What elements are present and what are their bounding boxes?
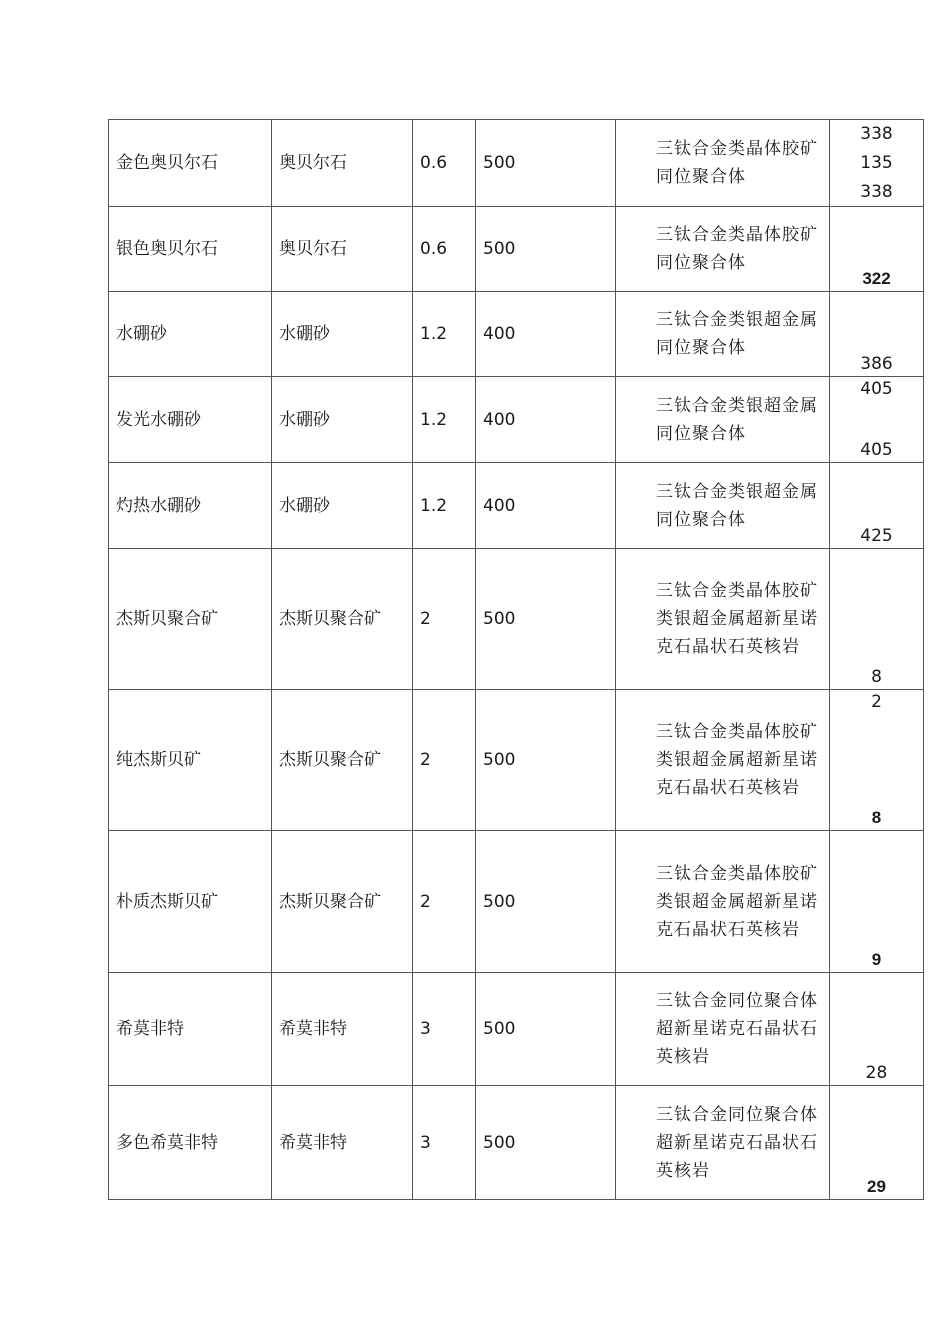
ore-batch-cell: 500 [476,120,616,207]
number-value: 322 [862,269,891,288]
ore-batch-cell: 500 [476,690,616,831]
number-value: 9 [871,950,882,969]
ore-name-cell: 多色希莫非特 [109,1086,272,1200]
ore-volume-cell: 3 [413,973,476,1086]
ore-number-cell [830,973,924,1086]
ore-name-cell: 灼热水硼砂 [109,463,272,549]
ore-name-cell: 金色奥贝尔石 [109,120,272,207]
ore-batch-cell: 500 [476,831,616,973]
ore-type-cell: 水硼砂 [272,292,413,377]
ore-volume-cell: 2 [413,549,476,690]
ore-name-cell: 希莫非特 [109,973,272,1086]
number-value: 135 [860,153,893,173]
ore-minerals-cell: 三钛合金类银超金属同位聚合体 [616,463,830,549]
ore-number-cell [830,690,924,831]
ore-name-cell: 杰斯贝聚合矿 [109,549,272,690]
ore-minerals-cell: 三钛合金同位聚合体超新星诺克石晶状石英核岩 [616,973,830,1086]
number-value: 386 [860,354,893,374]
ore-type-cell: 杰斯贝聚合矿 [272,549,413,690]
ore-number-cell [830,377,924,463]
ore-volume-cell: 1.2 [413,292,476,377]
ore-minerals-cell: 三钛合金类晶体胶矿同位聚合体 [616,207,830,292]
ore-number-cell [830,831,924,973]
ore-volume-cell: 1.2 [413,463,476,549]
ore-volume-cell: 2 [413,831,476,973]
number-value: 8 [871,808,882,827]
ore-number-cell [830,292,924,377]
table-row [109,292,924,377]
ore-name-cell: 银色奥贝尔石 [109,207,272,292]
ore-minerals-cell: 三钛合金同位聚合体超新星诺克石晶状石英核岩 [616,1086,830,1200]
ore-minerals-cell: 三钛合金类晶体胶矿类银超金属超新星诺克石晶状石英核岩 [616,549,830,690]
ore-minerals-cell: 三钛合金类晶体胶矿同位聚合体 [616,120,830,207]
table-row [109,207,924,292]
table-row [109,1086,924,1200]
ore-name-cell: 发光水硼砂 [109,377,272,463]
ore-volume-cell: 3 [413,1086,476,1200]
number-value: 28 [865,1063,888,1083]
table-row [109,549,924,690]
ore-batch-cell: 400 [476,292,616,377]
number-value: 8 [871,667,882,687]
ore-number-cell [830,120,924,207]
ore-volume-cell: 0.6 [413,207,476,292]
number-value: 425 [860,526,893,546]
table-row [109,377,924,463]
ore-number-cell [830,549,924,690]
ore-table-body [109,120,924,1200]
number-value: 405 [860,440,893,460]
number-value: 2 [871,692,882,712]
ore-batch-cell: 500 [476,973,616,1086]
ore-number-cell [830,463,924,549]
ore-type-cell: 杰斯贝聚合矿 [272,831,413,973]
ore-minerals-cell: 三钛合金类晶体胶矿类银超金属超新星诺克石晶状石英核岩 [616,831,830,973]
table-row [109,463,924,549]
number-value: 405 [860,379,893,399]
ore-type-cell: 奥贝尔石 [272,120,413,207]
ore-type-cell: 希莫非特 [272,1086,413,1200]
ore-batch-cell: 500 [476,1086,616,1200]
ore-type-cell: 杰斯贝聚合矿 [272,690,413,831]
ore-type-cell: 水硼砂 [272,463,413,549]
ore-volume-cell: 1.2 [413,377,476,463]
ore-number-cell [830,1086,924,1200]
ore-batch-cell: 400 [476,377,616,463]
ore-type-cell: 希莫非特 [272,973,413,1086]
table-row [109,831,924,973]
ore-name-cell: 朴质杰斯贝矿 [109,831,272,973]
number-value: 338 [860,124,893,144]
ore-minerals-cell: 三钛合金类晶体胶矿类银超金属超新星诺克石晶状石英核岩 [616,690,830,831]
ore-minerals-cell: 三钛合金类银超金属同位聚合体 [616,292,830,377]
ore-number-cell [830,207,924,292]
ore-name-cell: 水硼砂 [109,292,272,377]
ore-batch-cell: 500 [476,207,616,292]
number-stack [830,120,923,206]
ore-name-cell: 纯杰斯贝矿 [109,690,272,831]
ore-minerals-cell: 三钛合金类银超金属同位聚合体 [616,377,830,463]
table-row [109,690,924,831]
ore-table [108,119,924,1200]
ore-volume-cell: 0.6 [413,120,476,207]
ore-type-cell: 水硼砂 [272,377,413,463]
ore-batch-cell: 400 [476,463,616,549]
ore-volume-cell: 2 [413,690,476,831]
table-row [109,973,924,1086]
number-value: 338 [860,182,893,202]
ore-batch-cell: 500 [476,549,616,690]
number-value: 29 [867,1177,886,1196]
table-row [109,120,924,207]
ore-type-cell: 奥贝尔石 [272,207,413,292]
